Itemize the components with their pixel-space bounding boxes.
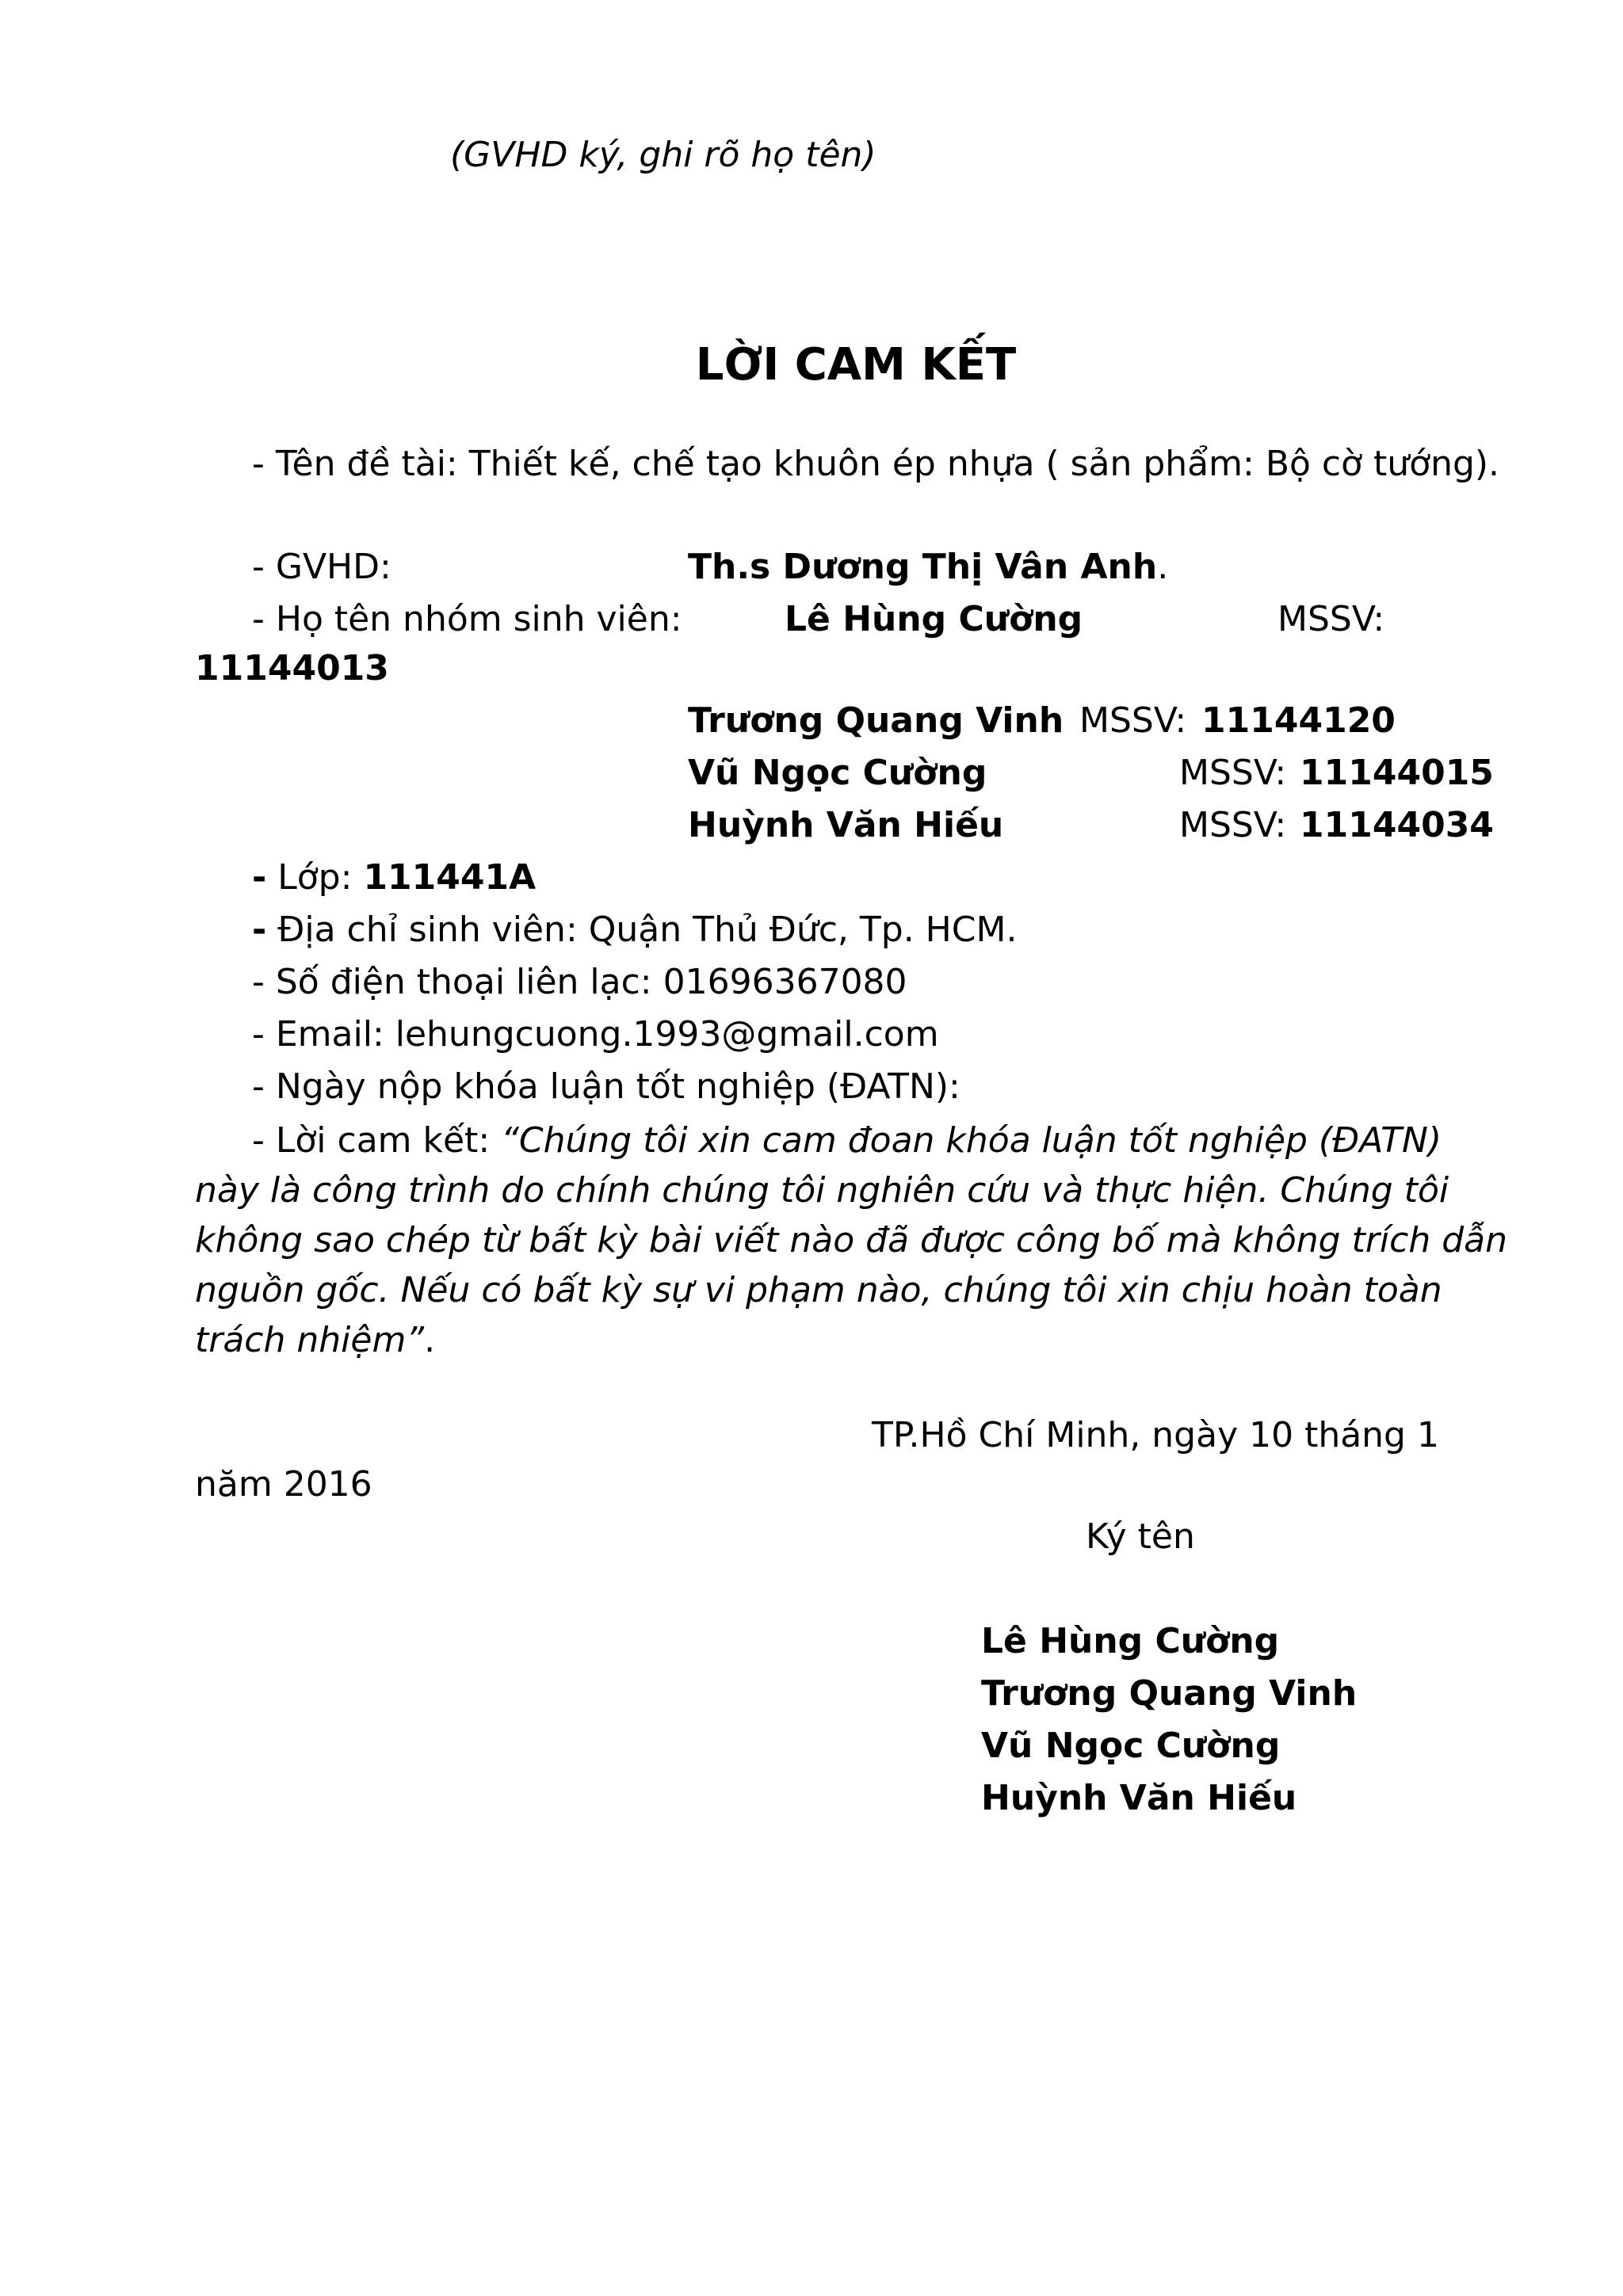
class-line: [252, 854, 536, 902]
members-label: - Họ tên nhóm sinh viên:: [252, 599, 682, 639]
member-name: Trương Quang Vinh: [688, 700, 1064, 741]
member-mssv: 11144013: [195, 648, 389, 688]
advisor-signature-note: (GVHD ký, ghi rõ họ tên): [450, 135, 876, 175]
member-mssv: 11144034: [1300, 805, 1494, 845]
mssv-label: MSSV:: [1277, 599, 1385, 639]
address-text: Địa chỉ sinh viên: Quận Thủ Đức, Tp. HCM.: [266, 910, 1018, 950]
address-line: [252, 906, 1017, 954]
place-date: TP.Hồ Chí Minh, ngày 10 tháng 1: [872, 1415, 1439, 1455]
member-name: Huỳnh Văn Hiếu: [688, 805, 1004, 845]
member-mssv: 11144120: [1201, 700, 1396, 741]
class-label: Lớp:: [266, 857, 364, 898]
signatory-name: Lê Hùng Cường: [981, 1621, 1280, 1661]
address-dash: -: [252, 910, 267, 950]
mssv-label: MSSV:: [1179, 805, 1287, 845]
signatory-name: Huỳnh Văn Hiếu: [981, 1778, 1297, 1818]
year: năm 2016: [195, 1464, 372, 1505]
phone-line: - Số điện thoại liên lạc: 01696367080: [252, 962, 907, 1002]
page-title: LỜI CAM KẾT: [695, 339, 1017, 391]
advisor-name: Th.s Dương Thị Vân Anh: [688, 547, 1158, 587]
topic-paragraph: [195, 441, 1514, 488]
commitment-paragraph: [195, 1116, 1514, 1365]
signatory-name: Vũ Ngọc Cường: [981, 1726, 1281, 1766]
advisor-suffix: .: [1157, 547, 1169, 587]
topic-label: - Tên đề tài:: [252, 444, 469, 484]
mssv-label: MSSV:: [1079, 700, 1187, 741]
advisor-value: [688, 543, 1168, 591]
member-name: Vũ Ngọc Cường: [688, 753, 987, 793]
commitment-end: .: [424, 1320, 436, 1360]
member-mssv: 11144015: [1300, 753, 1494, 793]
commitment-label: - Lời cam kết:: [252, 1120, 502, 1161]
mssv-label: MSSV:: [1179, 753, 1287, 793]
signatory-name: Trương Quang Vinh: [981, 1673, 1358, 1714]
class-dash: -: [252, 857, 267, 898]
sign-label: Ký tên: [1086, 1516, 1195, 1557]
topic-value: Thiết kế, chế tạo khuôn ép nhựa ( sản phẩm: Bộ cờ tướng).: [468, 444, 1500, 484]
class-value: 111441A: [363, 857, 537, 898]
submission-date-line: - Ngày nộp khóa luận tốt nghiệp (ĐATN):: [252, 1066, 960, 1107]
member-name: Lê Hùng Cường: [785, 599, 1083, 639]
commitment-text: “Chúng tôi xin cam đoan khóa luận tốt nghiệp (ĐATN) này là công trình do chính chúng tôi nghiên cứu và thực hiện. Chúng tôi không sao chép từ bất kỳ bài viết nào đã được công bố mà không trích dẫn nguồn gốc. Nếu có bất kỳ sự vi phạm nào, chúng tôi xin chịu hoàn toàn trách nhiệm”: [195, 1120, 1507, 1360]
email-line: - Email: lehungcuong.1993@gmail.com: [252, 1014, 939, 1055]
advisor-label: - GVHD:: [252, 547, 391, 587]
